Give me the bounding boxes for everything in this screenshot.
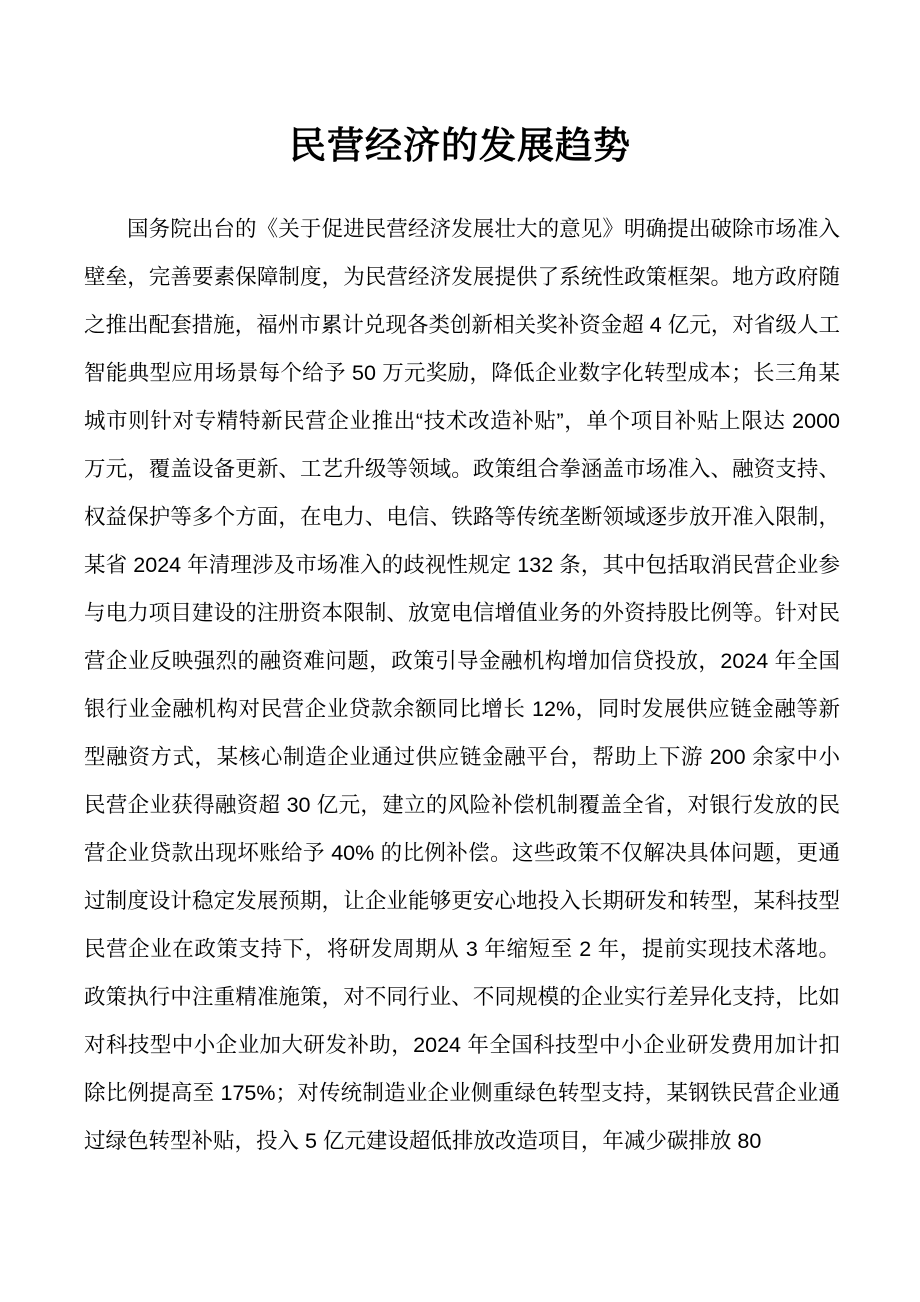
body-paragraph: 国务院出台的《关于促进民营经济发展壮大的意见》明确提出破除市场准入壁垒，完善要素保障制度，为民营经济发展提供了系统性政策框架。地方政府随之推出配套措施，福州市累计兑现各类创新相关奖补资金超 4 亿元，对省级人工智能典型应用场景每个给予 50 万元奖励，降低企业数字化转型成本；长三角某城市则针对专精特新民营企业推出“技术改造补贴”，单个项目补贴上限达 2000 万元，覆盖设备更新、工艺升级等领域。政策组合拳涵盖市场准入、融资支持、权益保护等多个方面，在电力、电信、铁路等传统垄断领域逐步放开准入限制，某省 2024 年清理涉及市场准入的歧视性规定 132 条，其中包括取消民营企业参与电力项目建设的注册资本限制、放宽电信增值业务的外资持股比例等。针对民营企业反映强烈的融资难问题，政策引导金融机构增加信贷投放，2024 年全国银行业金融机构对民营企业贷款余额同比增长 12%，同时发展供应链金融等新型融资方式，某核心制造企业通过供应链金融平台，帮助上下游 200 余家中小民营企业获得融资超 30 亿元，建立的风险补偿机制覆盖全省，对银行发放的民营企业贷款出现坏账给予 40% 的比例补偿。这些政策不仅解决具体问题，更通过制度设计稳定发展预期，让企业能够更安心地投入长期研发和转型，某科技型民营企业在政策支持下，将研发周期从 3 年缩短至 2 年，提前实现技术落地。政策执行中注重精准施策，对不同行业、不同规模的企业实行差异化支持，比如对科技型中小企业加大研发补助，2024 年全国科技型中小企业研发费用加计扣除比例提高至 175%；对传统制造业企业侧重绿色转型支持，某钢铁民营企业通过绿色转型补贴，投入 5 亿元建设超低排放改造项目，年减少碳排放 80 (84, 217, 840, 1153)
document-title: 民营经济的发展趋势 (289, 125, 631, 166)
